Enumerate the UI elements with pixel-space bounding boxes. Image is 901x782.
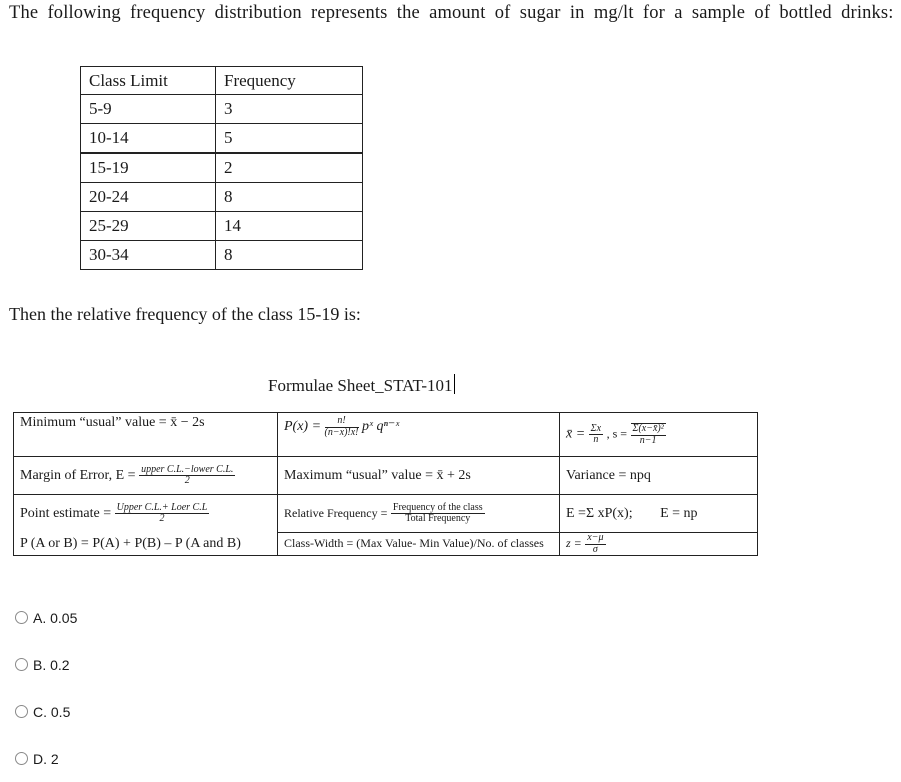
option-label[interactable]: D. 2 — [33, 750, 59, 767]
option-c[interactable] — [15, 688, 77, 735]
expectation-np-formula: E = np — [660, 505, 698, 521]
moe-label: Margin of Error, E = — [20, 467, 136, 483]
table-row — [81, 124, 363, 154]
moe-denominator: 2 — [184, 475, 190, 486]
expectation-formula: E =Σ xP(x); — [566, 505, 633, 521]
sd-fraction — [631, 423, 666, 446]
question-text: The following frequency distribution represents the amount of sugar in mg/lt for a sample of bottled drinks: — [9, 3, 894, 23]
point-estimate-cell — [14, 495, 278, 533]
radio-button-icon[interactable] — [15, 705, 28, 718]
min-usual-cell — [14, 413, 278, 457]
sd-numerator: Σ(x−x̄)² — [632, 423, 664, 434]
mean-sd-cell — [560, 413, 758, 457]
frequency-cell: 2 — [216, 153, 363, 183]
mean-numerator: Σx — [590, 422, 602, 434]
expectation-cell — [560, 495, 758, 533]
table-row — [81, 95, 363, 124]
class-width-formula: Class-Width = (Max Value- Min Value)/No. of classes — [284, 536, 544, 550]
relative-frequency-fraction — [391, 503, 485, 525]
variance-formula: Variance = npq — [566, 467, 651, 483]
point-estimate-denominator: 2 — [159, 513, 165, 525]
z-score-fraction — [585, 533, 605, 555]
sd-label: , s = — [606, 426, 627, 441]
text-cursor — [454, 374, 455, 394]
class-limit-cell: 25-29 — [81, 212, 216, 241]
point-estimate-label: Point estimate = — [20, 505, 112, 521]
point-estimate-fraction — [115, 503, 210, 525]
option-d[interactable] — [15, 735, 77, 782]
frequency-table — [80, 66, 363, 270]
formula-row — [14, 413, 758, 457]
relative-frequency-denominator: Total Frequency — [405, 513, 471, 524]
class-width-cell — [278, 533, 560, 556]
header-class-limit: Class Limit — [81, 67, 216, 95]
z-score-numerator: x−μ — [587, 532, 604, 543]
formula-sheet-title — [268, 374, 455, 396]
probability-or-cell — [14, 533, 278, 556]
formula-row — [14, 495, 758, 533]
formula-sheet-title-text: Formulae Sheet_STAT-101 — [268, 376, 453, 395]
option-label[interactable]: C. 0.5 — [33, 703, 71, 720]
header-frequency: Frequency — [216, 67, 363, 95]
table-row — [81, 241, 363, 270]
min-usual-formula: Minimum “usual” value = x̄ − 2s — [20, 415, 205, 430]
binomial-label: P(x) = — [284, 419, 322, 435]
option-label[interactable]: A. 0.05 — [33, 609, 78, 626]
radio-button-icon[interactable] — [15, 752, 28, 765]
class-limit-cell: 15-19 — [81, 153, 216, 183]
table-header-row — [81, 67, 363, 95]
option-label[interactable]: B. 0.2 — [33, 656, 70, 673]
formula-table — [13, 412, 758, 556]
variance-cell — [560, 457, 758, 495]
relative-frequency-label: Relative Frequency = — [284, 505, 388, 520]
moe-numerator: upper C.L.−lower C.L. — [141, 463, 234, 475]
frequency-cell: 8 — [216, 241, 363, 270]
point-estimate-numerator: Upper C.L.+ Loer C.L — [116, 501, 208, 513]
formula-row — [14, 457, 758, 495]
binomial-tail: pˣ qⁿ⁻ˣ — [362, 419, 400, 435]
class-limit-cell: 10-14 — [81, 124, 216, 154]
class-limit-cell: 30-34 — [81, 241, 216, 270]
formula-row — [14, 533, 758, 556]
frequency-cell: 8 — [216, 183, 363, 212]
class-limit-cell: 5-9 — [81, 95, 216, 124]
frequency-cell: 14 — [216, 212, 363, 241]
radio-button-icon[interactable] — [15, 611, 28, 624]
binomial-cell — [278, 413, 560, 457]
probability-or-formula: P (A or B) = P(A) + P(B) – P (A and B) — [20, 535, 241, 551]
table-row — [81, 153, 363, 183]
answer-options — [15, 594, 77, 782]
sd-denominator: n−1 — [639, 434, 657, 446]
moe-cell — [14, 457, 278, 495]
moe-fraction — [139, 465, 235, 487]
option-b[interactable] — [15, 641, 77, 688]
z-score-cell — [560, 533, 758, 556]
class-limit-cell: 20-24 — [81, 183, 216, 212]
table-row — [81, 183, 363, 212]
frequency-cell: 5 — [216, 124, 363, 154]
z-score-denominator: σ — [592, 543, 598, 555]
frequency-cell: 3 — [216, 95, 363, 124]
max-usual-formula: Maximum “usual” value = x̄ + 2s — [284, 467, 471, 483]
option-a[interactable] — [15, 594, 77, 641]
z-score-label: z = — [566, 536, 582, 551]
binomial-numerator: n! — [325, 416, 359, 428]
binomial-fraction — [325, 416, 359, 438]
relative-frequency-cell — [278, 495, 560, 533]
mean-denominator: n — [593, 434, 599, 445]
relative-frequency-numerator: Frequency of the class — [392, 501, 483, 513]
max-usual-cell — [278, 457, 560, 495]
binomial-denominator: (n−x)!x! — [324, 426, 359, 438]
mean-fraction — [589, 424, 603, 446]
mean-label: x̄ = — [566, 426, 586, 442]
radio-button-icon[interactable] — [15, 658, 28, 671]
subquestion-text: Then the relative frequency of the class 15-19 is: — [9, 304, 361, 324]
table-row — [81, 212, 363, 241]
